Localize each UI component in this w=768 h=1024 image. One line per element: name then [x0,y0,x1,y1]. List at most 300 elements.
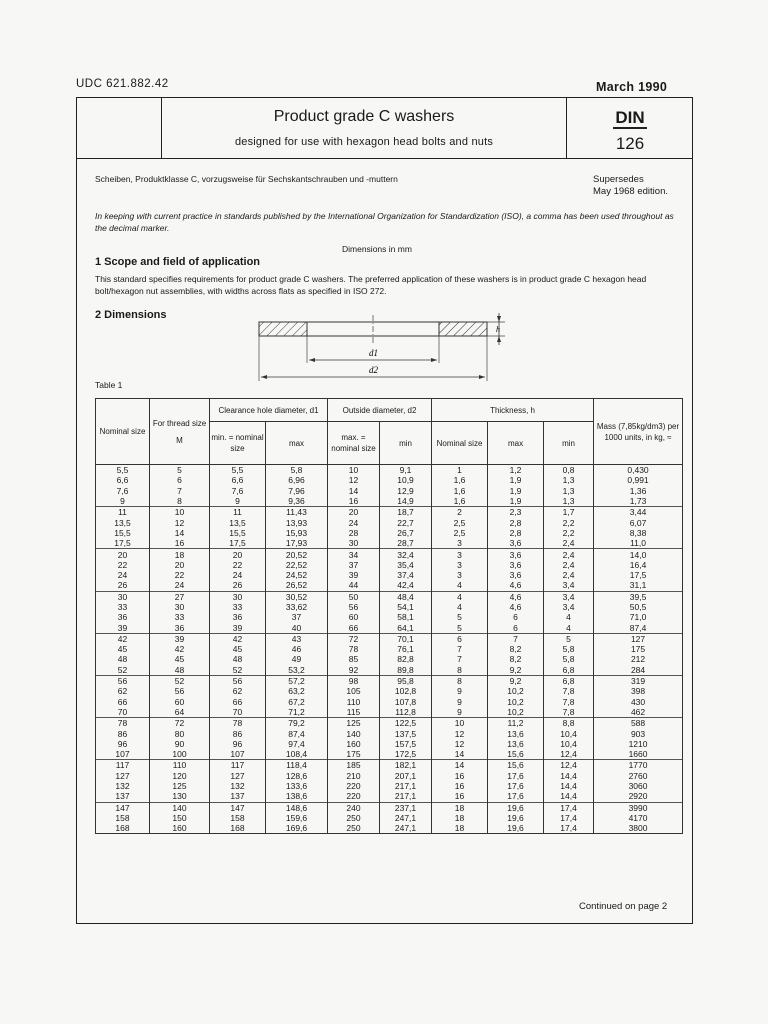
table-cell: 10,9 [380,475,432,485]
table-cell: 24 [150,580,210,591]
table-cell: 6,6 [210,475,266,485]
table-cell: 66 [96,697,150,707]
table-cell: 105 [328,686,380,696]
table-cell: 14 [150,528,210,538]
table-row [96,633,683,644]
table-cell: 8,8 [544,718,594,729]
table-cell: 60 [150,697,210,707]
table-cell: 137,5 [380,728,432,738]
table-row [96,465,683,476]
table-cell: 10,2 [488,697,544,707]
table-row [96,686,683,696]
section-1-heading: 1 Scope and field of application [95,256,261,268]
table-cell: 1,3 [544,496,594,507]
table-cell: 462 [594,707,683,718]
table-cell: 13,5 [96,517,150,527]
table-cell: 147 [210,802,266,813]
table-cell: 7 [150,486,210,496]
header-mass: Mass (7,85kg/dm3) per 1000 units, in kg, ≈ [594,399,683,465]
table-cell: 89,8 [380,665,432,676]
table-cell: 87,4 [266,728,328,738]
table-cell: 30,52 [266,591,328,602]
table-cell: 45 [150,654,210,664]
table-cell: 96 [96,739,150,749]
table-cell: 1770 [594,760,683,771]
table-row [96,654,683,664]
table-cell: 284 [594,665,683,676]
table-cell: 15,5 [96,528,150,538]
table-cell: 212 [594,654,683,664]
table-cell: 10,4 [544,728,594,738]
table-cell: 6 [150,475,210,485]
dimensions-note: Dimensions in mm [342,244,412,254]
table-cell: 9,36 [266,496,328,507]
supersedes-line2: May 1968 edition. [593,186,668,197]
table-cell: 14,4 [544,781,594,791]
table-row [96,791,683,802]
table-cell: 7 [488,633,544,644]
table-row [96,749,683,760]
section-1-text: This standard specifies requirements for product grade C washers. The preferred application of these washers is in product grade C hexagon head bolt/hexagon nut assemblies, with widths across flats as specified in ISO 272. [95,274,647,296]
table-cell: 172,5 [380,749,432,760]
table-cell: 3,4 [544,591,594,602]
table-cell: 19,6 [488,823,544,834]
table-cell: 138,6 [266,791,328,802]
table-cell: 26 [210,580,266,591]
table-cell: 7,8 [544,697,594,707]
table-cell: 57,2 [266,675,328,686]
table-cell: 5 [150,465,210,476]
table-cell: 95,8 [380,675,432,686]
table-cell: 3800 [594,823,683,834]
table-cell: 112,8 [380,707,432,718]
table-cell: 16,4 [594,560,683,570]
document-title: Product grade C washers [273,108,455,125]
table-cell: 1660 [594,749,683,760]
table-cell: 2,8 [488,517,544,527]
section-2-heading: 2 Dimensions [95,309,167,321]
table-cell: 250 [328,813,380,823]
table-cell: 36 [210,612,266,622]
table-cell: 125 [328,718,380,729]
table-cell: 3990 [594,802,683,813]
table-cell: 42 [96,633,150,644]
table-cell: 18,7 [380,507,432,518]
table-cell: 107 [210,749,266,760]
table-cell: 140 [150,802,210,813]
table-cell: 26,52 [266,580,328,591]
table-row [96,771,683,781]
table-cell: 7,8 [544,707,594,718]
table-row [96,739,683,749]
table-cell: 125 [150,781,210,791]
table-cell: 12,4 [544,749,594,760]
table-cell: 3,6 [488,560,544,570]
table-cell: 10,4 [544,739,594,749]
table-cell: 62 [96,686,150,696]
table-cell: 237,1 [380,802,432,813]
table-cell: 92 [328,665,380,676]
table-cell: 9 [432,697,488,707]
table-cell: 30 [150,602,210,612]
document-frame [76,97,693,924]
table-cell: 7,6 [210,486,266,496]
table-cell: 20 [328,507,380,518]
table-cell: 7 [432,644,488,654]
table-row [96,644,683,654]
table-cell: 39 [328,570,380,580]
table-cell: 90 [150,739,210,749]
label-d2: d2 [369,365,378,375]
table-cell: 16 [328,496,380,507]
table-cell: 169,6 [266,823,328,834]
table-cell: 82,8 [380,654,432,664]
table-cell: 175 [594,644,683,654]
table-cell: 52 [96,665,150,676]
table-cell: 10,2 [488,707,544,718]
table-cell: 1,9 [488,475,544,485]
table-cell: 217,1 [380,791,432,802]
table-cell: 80 [150,728,210,738]
table-cell: 2,3 [488,507,544,518]
table-cell: 6,6 [96,475,150,485]
table-cell: 2,8 [488,528,544,538]
table-cell: 13,93 [266,517,328,527]
table-cell: 66 [328,622,380,633]
table-cell: 10 [150,507,210,518]
table-cell: 110 [328,697,380,707]
table-cell: 28 [328,528,380,538]
decimal-marker-note: In keeping with current practice in standards published by the International Organization for Standardization (ISO), a comma has been used throughout as the decimal marker. [95,211,674,233]
table-cell: 15,6 [488,749,544,760]
table-cell: 24 [96,570,150,580]
table-cell: 182,1 [380,760,432,771]
table-cell: 3,6 [488,570,544,580]
washer-drawing [247,313,507,383]
header-clearance-min: min. = nominal size [210,422,266,465]
table-cell: 4,6 [488,580,544,591]
table-cell: 158 [210,813,266,823]
table-cell: 17,4 [544,823,594,834]
table-cell: 78 [210,718,266,729]
table-row [96,496,683,507]
table-cell: 3 [432,549,488,560]
german-title: Scheiben, Produktklasse C, vorzugsweise für Sechskantschrauben und -muttern [95,174,398,184]
table-cell: 11,0 [594,538,683,549]
table-cell: 44 [328,580,380,591]
table-cell: 4170 [594,813,683,823]
table-row [96,697,683,707]
table-cell: 14,0 [594,549,683,560]
table-cell: 49 [266,654,328,664]
table-cell: 58,1 [380,612,432,622]
table-cell: 6,8 [544,675,594,686]
table-cell: 3 [432,538,488,549]
table-cell: 5 [432,622,488,633]
table-cell: 85 [328,654,380,664]
table-cell: 110 [150,760,210,771]
table-row [96,602,683,612]
table-cell: 10 [432,718,488,729]
table-cell: 150 [150,813,210,823]
table-cell: 4 [432,580,488,591]
table-row [96,823,683,834]
table-cell: 22 [150,570,210,580]
table-cell: 63,2 [266,686,328,696]
table-cell: 1,9 [488,486,544,496]
table-cell: 1210 [594,739,683,749]
table-cell: 2760 [594,771,683,781]
header-thickness-min: min [544,422,594,465]
table-cell: 11 [210,507,266,518]
table-cell: 60 [328,612,380,622]
table-cell: 4 [544,612,594,622]
udc-number: UDC 621.882.42 [76,78,169,90]
table-row [96,665,683,676]
table-cell: 11,43 [266,507,328,518]
table-cell: 78 [96,718,150,729]
table-cell: 48 [210,654,266,664]
table-cell: 8 [150,496,210,507]
table-cell: 8 [432,675,488,686]
table-cell: 16 [432,771,488,781]
table-cell: 33 [150,612,210,622]
table-cell: 5,8 [266,465,328,476]
table-row [96,517,683,527]
table-cell: 37 [328,560,380,570]
table-cell: 42,4 [380,580,432,591]
table-cell: 207,1 [380,771,432,781]
table-cell: 96 [210,739,266,749]
table-cell: 56 [150,686,210,696]
table-cell: 45 [210,644,266,654]
table-cell: 52 [150,675,210,686]
table-cell: 3,44 [594,507,683,518]
table-cell: 70 [96,707,150,718]
table-cell: 17,4 [544,802,594,813]
table-cell: 132 [96,781,150,791]
table-cell: 147 [96,802,150,813]
table-cell: 30 [328,538,380,549]
table-cell: 1,6 [432,486,488,496]
table-cell: 36 [150,622,210,633]
table-cell: 39 [210,622,266,633]
table-cell: 28,7 [380,538,432,549]
table-cell: 2,2 [544,517,594,527]
table-cell: 11,2 [488,718,544,729]
table-cell: 2920 [594,791,683,802]
table-cell: 210 [328,771,380,781]
table-cell: 127 [210,771,266,781]
label-d1: d1 [369,348,378,358]
table-cell: 22 [210,560,266,570]
table-cell: 128,6 [266,771,328,781]
table-cell: 1 [432,465,488,476]
table-cell: 137 [96,791,150,802]
table-cell: 3060 [594,781,683,791]
table-cell: 79,2 [266,718,328,729]
table-cell: 24 [210,570,266,580]
table-cell: 247,1 [380,823,432,834]
table-cell: 18 [150,549,210,560]
table-cell: 132 [210,781,266,791]
table-cell: 34 [328,549,380,560]
table-cell: 117 [96,760,150,771]
table-cell: 588 [594,718,683,729]
table-cell: 220 [328,791,380,802]
table-cell: 56 [96,675,150,686]
table-cell: 6,8 [544,665,594,676]
standard-name: DIN [615,108,645,127]
header-nominal-size: Nominal size [96,399,150,465]
table-cell: 158 [96,813,150,823]
table-cell: 14 [328,486,380,496]
table-cell: 20,52 [266,549,328,560]
table-cell: 33,62 [266,602,328,612]
table-cell: 45 [96,644,150,654]
table-cell: 54,1 [380,602,432,612]
table-cell: 66 [210,697,266,707]
title-block [77,98,692,159]
table-cell: 1,36 [594,486,683,496]
issue-date: March 1990 [596,80,668,94]
table-cell: 12 [328,475,380,485]
table-cell: 39 [150,633,210,644]
table-cell: 15,93 [266,528,328,538]
table-cell: 78 [328,644,380,654]
table-cell: 0,8 [544,465,594,476]
table-cell: 8 [432,665,488,676]
table-cell: 0,430 [594,465,683,476]
table-cell: 247,1 [380,813,432,823]
table-cell: 19,6 [488,802,544,813]
table-cell: 168 [210,823,266,834]
table-cell: 14 [432,760,488,771]
table-cell: 27 [150,591,210,602]
table-cell: 9,1 [380,465,432,476]
table-cell: 48 [96,654,150,664]
table-cell: 50 [328,591,380,602]
table-cell: 430 [594,697,683,707]
table-cell: 22,52 [266,560,328,570]
header-thread-label: For thread size [152,418,207,428]
table-cell: 3,6 [488,549,544,560]
table-cell: 17,5 [96,538,150,549]
table-cell: 5 [432,612,488,622]
table-row [96,528,683,538]
table-cell: 53,2 [266,665,328,676]
table-row [96,507,683,518]
table-cell: 12 [432,728,488,738]
table-cell: 118,4 [266,760,328,771]
table-cell: 1,73 [594,496,683,507]
table-cell: 24,52 [266,570,328,580]
table-cell: 2,5 [432,528,488,538]
table-cell: 3,4 [544,580,594,591]
table-cell: 17,5 [594,570,683,580]
table-row [96,813,683,823]
table-cell: 19,6 [488,813,544,823]
table-cell: 20 [150,560,210,570]
table-cell: 6 [432,633,488,644]
table-cell: 108,4 [266,749,328,760]
table-cell: 18 [432,823,488,834]
table-cell: 8,2 [488,654,544,664]
table-cell: 137 [210,791,266,802]
table-row [96,475,683,485]
table-row [96,486,683,496]
table-cell: 2,4 [544,560,594,570]
table-cell: 12,9 [380,486,432,496]
table-cell: 86 [210,728,266,738]
table-cell: 16 [432,781,488,791]
supersedes-note [593,174,668,198]
document-subtitle: designed for use with hexagon head bolts and nuts [234,136,494,148]
table-row [96,675,683,686]
table-cell: 1,7 [544,507,594,518]
table-cell: 2,2 [544,528,594,538]
table-cell: 30 [96,591,150,602]
table-cell: 33 [96,602,150,612]
table-cell: 32,4 [380,549,432,560]
table-cell: 1,6 [432,496,488,507]
table-cell: 26,7 [380,528,432,538]
table-cell: 1,3 [544,475,594,485]
table-cell: 1,6 [432,475,488,485]
table-cell: 14,4 [544,771,594,781]
table-cell: 17,5 [210,538,266,549]
table-cell: 4 [432,602,488,612]
table-cell: 37,4 [380,570,432,580]
table-cell: 9 [210,496,266,507]
table-row [96,560,683,570]
table-cell: 7,8 [544,686,594,696]
table-cell: 87,4 [594,622,683,633]
table-row [96,802,683,813]
table-cell: 18 [432,802,488,813]
table-cell: 6,07 [594,517,683,527]
table-cell: 56 [210,675,266,686]
table-cell: 71,0 [594,612,683,622]
table-cell: 6 [488,612,544,622]
table-cell: 5,8 [544,644,594,654]
table-cell: 1,3 [544,486,594,496]
table-cell: 24 [328,517,380,527]
table-cell: 12 [432,739,488,749]
table-cell: 100 [150,749,210,760]
standard-logo [567,108,693,128]
header-thickness: Thickness, h [432,399,594,422]
table-cell: 17,6 [488,771,544,781]
table-cell: 9 [432,686,488,696]
table-cell: 50,5 [594,602,683,612]
table-cell: 31,1 [594,580,683,591]
table-body [96,465,683,834]
label-h: h [496,325,500,334]
table-cell: 7,6 [96,486,150,496]
table-cell: 14 [432,749,488,760]
table-cell: 4 [432,591,488,602]
table-row [96,728,683,738]
table-cell: 13,5 [210,517,266,527]
table-cell: 175 [328,749,380,760]
table-cell: 1,9 [488,496,544,507]
table-cell: 8,2 [488,644,544,654]
table-cell: 33 [210,602,266,612]
table-cell: 115 [328,707,380,718]
table-row [96,760,683,771]
header-thread-m: M [176,435,183,445]
